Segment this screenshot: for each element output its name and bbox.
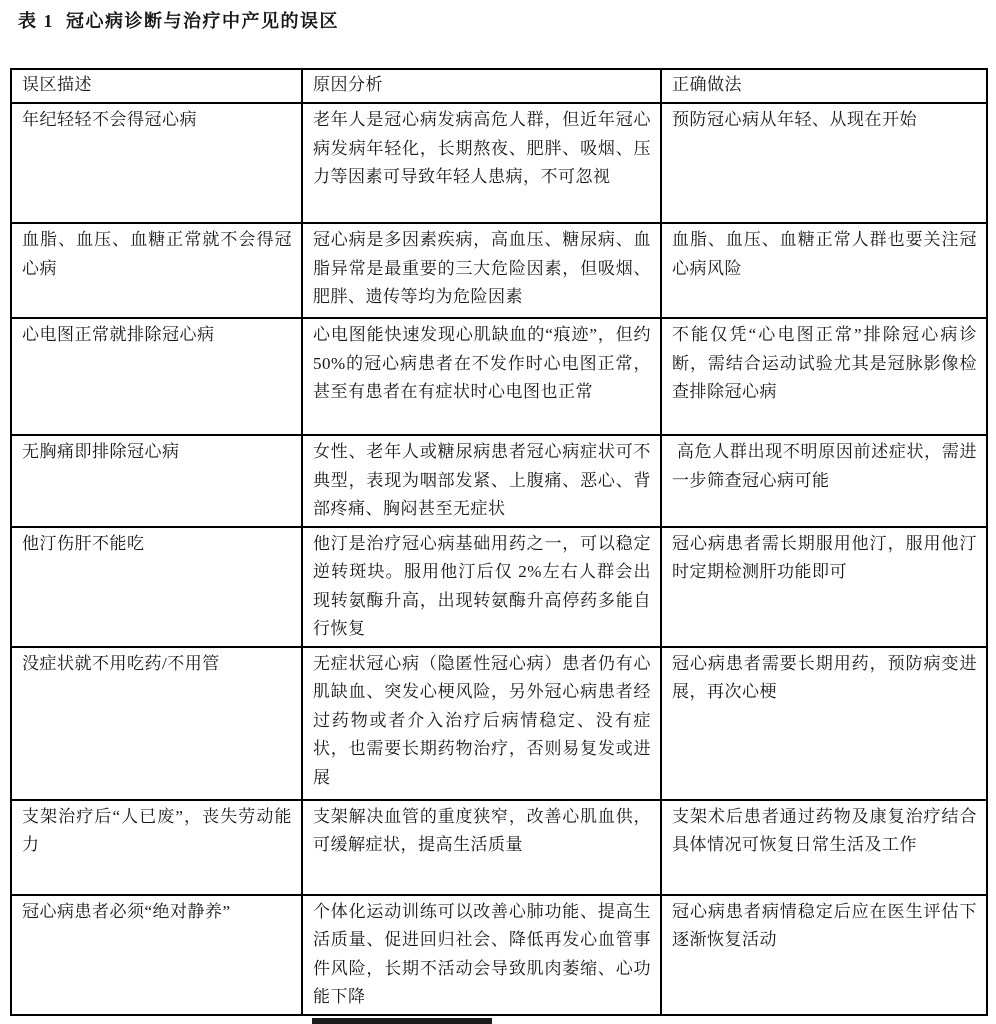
cell-analysis: 老年人是冠心病发病高危人群，但近年冠心病发病年轻化，长期熬夜、肥胖、吸烟、压力等因素可导致年轻人患病，不可忽视 [302,103,661,223]
cell-analysis: 他汀是治疗冠心病基础用药之一，可以稳定逆转斑块。服用他汀后仅 2%左右人群会出现转氨酶升高，出现转氨酶升高停药多能自行恢复 [302,527,661,647]
cell-misconception: 年纪轻轻不会得冠心病 [11,103,302,223]
cell-correct: 冠心病患者需要长期用药，预防病变进展，再次心梗 [661,647,987,800]
cell-misconception: 支架治疗后“人已废”，丧失劳动能力 [11,800,302,895]
cell-analysis: 女性、老年人或糖尿病患者冠心病症状可不典型，表现为咽部发紧、上腹痛、恶心、背部疼痛、胸闷甚至无症状 [302,435,661,527]
cell-analysis: 冠心病是多因素疾病，高血压、糖尿病、血脂异常是最重要的三大危险因素，但吸烟、肥胖、遗传等均为危险因素 [302,223,661,318]
table-body [11,103,987,1015]
table-row [11,318,987,435]
misconception-table [10,68,988,1016]
cell-analysis: 支架解决血管的重度狭窄，改善心肌血供，可缓解症状，提高生活质量 [302,800,661,895]
table-row [11,435,987,527]
cell-correct: 高危人群出现不明原因前述症状，需进一步筛查冠心病可能 [661,435,987,527]
table-row [11,647,987,800]
cell-misconception: 他汀伤肝不能吃 [11,527,302,647]
header-misconception: 误区描述 [11,69,302,103]
cell-correct: 支架术后患者通过药物及康复治疗结合具体情况可恢复日常生活及工作 [661,800,987,895]
table-row [11,895,987,1015]
cell-misconception: 冠心病患者必须“绝对静养” [11,895,302,1015]
table-header-row [11,69,987,103]
header-analysis: 原因分析 [302,69,661,103]
cell-analysis: 无症状冠心病（隐匿性冠心病）患者仍有心肌缺血、突发心梗风险，另外冠心病患者经过药物或者介入治疗后病情稳定、没有症状，也需要长期药物治疗，否则易复发或进展 [302,647,661,800]
cell-analysis: 心电图能快速发现心肌缺血的“痕迹”，但约 50%的冠心病患者在不发作时心电图正常，甚至有患者在有症状时心电图也正常 [302,318,661,435]
table-row [11,223,987,318]
cell-misconception: 无胸痛即排除冠心病 [11,435,302,527]
cell-correct: 不能仅凭“心电图正常”排除冠心病诊断，需结合运动试验尤其是冠脉影像检查排除冠心病 [661,318,987,435]
table-title: 表 1 冠心病诊断与治疗中产见的误区 [18,11,339,31]
table-row [11,800,987,895]
cell-correct: 冠心病患者需长期服用他汀，服用他汀时定期检测肝功能即可 [661,527,987,647]
table-row [11,103,987,223]
cell-misconception: 没症状就不用吃药/不用管 [11,647,302,800]
cell-misconception: 血脂、血压、血糖正常就不会得冠心病 [11,223,302,318]
header-correct: 正确做法 [661,69,987,103]
cell-correct: 血脂、血压、血糖正常人群也要关注冠心病风险 [661,223,987,318]
cell-correct: 预防冠心病从年轻、从现在开始 [661,103,987,223]
cell-correct: 冠心病患者病情稳定后应在医生评估下逐渐恢复活动 [661,895,987,1015]
cell-misconception: 心电图正常就排除冠心病 [11,318,302,435]
cropped-next-element [312,1018,492,1024]
cell-analysis: 个体化运动训练可以改善心肺功能、提高生活质量、促进回归社会、降低再发心血管事件风险，长期不活动会导致肌肉萎缩、心功能下降 [302,895,661,1015]
table-row [11,527,987,647]
